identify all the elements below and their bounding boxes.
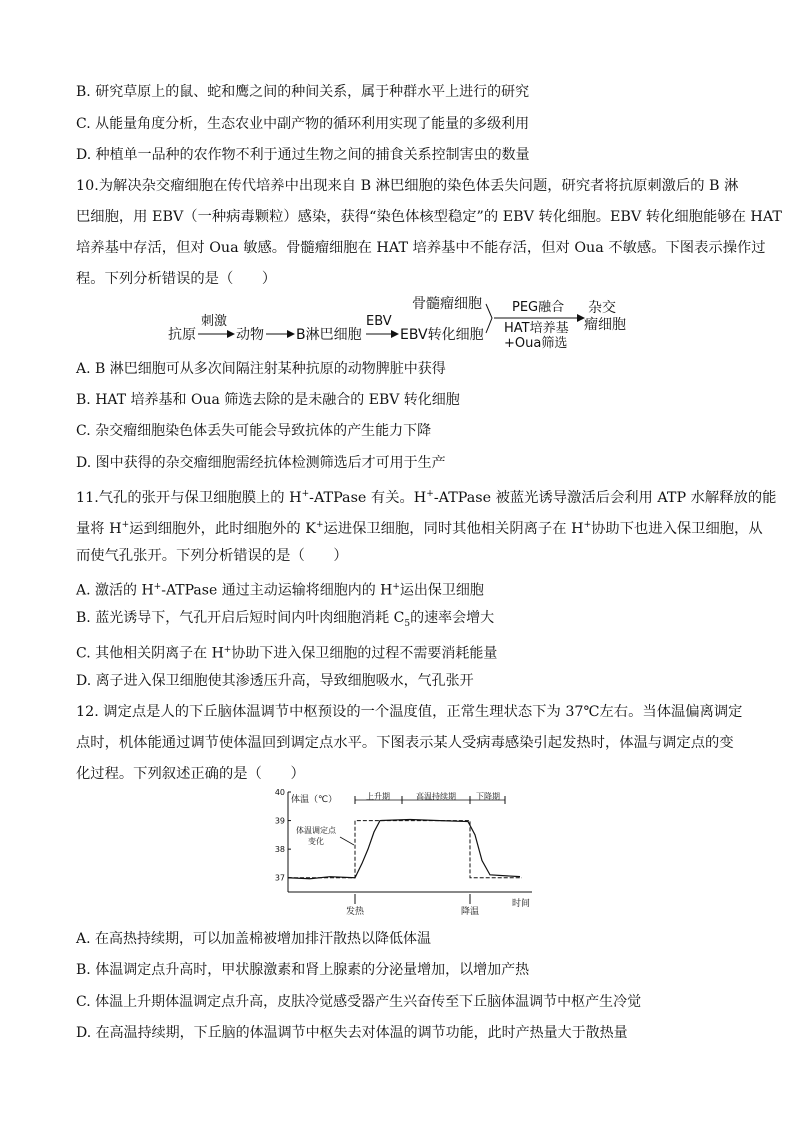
q11-option-a: A. 激活的 H+-ATPase 通过主动运输将细胞内的 H+运出保卫细胞 bbox=[76, 582, 484, 599]
flow-stimulate: 刺激 bbox=[201, 314, 228, 329]
flow-ebv: EBV bbox=[366, 314, 392, 329]
q12-stem-line3: 化过程。下列叙述正确的是（ ） bbox=[76, 766, 305, 782]
annotation-line-0: 体温调定点 bbox=[296, 826, 336, 835]
annotation-pointer bbox=[340, 837, 354, 845]
q10-option-d: D. 图中获得的杂交瘤细胞需经抗体检测筛选后才可用于生产 bbox=[76, 455, 446, 471]
flow-bcell: B淋巴细胞 bbox=[296, 327, 362, 343]
q12-option-b: B. 体温调定点升高时，甲状腺激素和肾上腺素的分泌量增加，以增加产热 bbox=[76, 962, 530, 978]
y-tick-label-40: 40 bbox=[274, 788, 285, 797]
flow-brace bbox=[486, 304, 492, 333]
y-axis-label: 体温（℃） bbox=[291, 795, 338, 805]
flow-peg: PEG融合 bbox=[512, 300, 565, 315]
q9-option-d: D. 种植单一品种的农作物不利于通过生物之间的捕食关系控制害虫的数量 bbox=[76, 147, 530, 163]
marker-fever-label: 发热 bbox=[345, 907, 365, 917]
q12-option-a: A. 在高热持续期，可以加盖棉被增加排汗散热以降低体温 bbox=[76, 931, 432, 947]
q11-option-b: B. 蓝光诱导下，气孔开启后短时间内叶肉细胞消耗 $C_5$的速率会增大 bbox=[76, 610, 495, 629]
q12-option-d: D. 在高温持续期，下丘脑的体温调节中枢失去对体温的调节功能，此时产热量大于散热量 bbox=[76, 1025, 628, 1041]
flow-ebv-cell: EBV转化细胞 bbox=[400, 327, 484, 343]
phase-label-fall: 下降期 bbox=[476, 792, 500, 801]
phase-label-high: 高温持续期 bbox=[416, 792, 456, 801]
q12-stem-line1: 12. 调定点是人的下丘脑体温调节中枢预设的一个温度值，正常生理状态下为 37℃左右。当体温偏离调定 bbox=[76, 704, 743, 720]
q11-option-d: D. 离子进入保卫细胞使其渗透压升高，导致细胞吸水，气孔张开 bbox=[76, 673, 474, 689]
q11-option-c: C. 其他相关阴离子在 H+协助下进入保卫细胞的过程不需要消耗能量 bbox=[76, 645, 498, 662]
marker-cool-label: 降温 bbox=[460, 907, 480, 917]
flow-antigen: 抗原 bbox=[168, 327, 196, 343]
flow-hybrid-1: 杂交 bbox=[588, 300, 616, 316]
q10-option-b: B. HAT 培养基和 Oua 筛选去除的是未融合的 EBV 转化细胞 bbox=[76, 392, 460, 408]
y-tick-label-37: 37 bbox=[274, 873, 285, 883]
phase-label-rise: 上升期 bbox=[366, 792, 390, 801]
flow-myeloma: 骨髓瘤细胞 bbox=[412, 296, 482, 312]
flow-hybrid-2: 瘤细胞 bbox=[584, 317, 626, 333]
q10-stem-line3: 培养基中存活，但对 Oua 敏感。骨髓瘤细胞在 HAT 培养基中不能存活，但对 Oua 不敏感。下图表示操作过 bbox=[76, 240, 766, 256]
q10-option-c: C. 杂交瘤细胞染色体丢失可能会导致抗体的产生能力下降 bbox=[76, 423, 432, 439]
q11-stem-line3: 而使气孔张开。下列分析错误的是（ ） bbox=[76, 548, 348, 564]
annotation-line-1: 变化 bbox=[308, 837, 324, 846]
q9-option-b: B. 研究草原上的鼠、蛇和鹰之间的种间关系，属于种群水平上进行的研究 bbox=[76, 84, 530, 100]
q9-option-c: C. 从能量角度分析，生态农业中副产物的循环利用实现了能量的多级利用 bbox=[76, 116, 530, 132]
q12-option-c: C. 体温上升期体温调定点升高，皮肤冷觉感受器产生兴奋传至下丘脑体温调节中枢产生冷觉 bbox=[76, 994, 642, 1010]
q10-option-a: A. B 淋巴细胞可从多次间隔注射某种抗原的动物脾脏中获得 bbox=[76, 361, 446, 377]
hybridoma-flow-diagram bbox=[168, 294, 638, 354]
q11-stem-line1: 11.气孔的张开与保卫细胞膜上的 H+-ATPase 有关。H+-ATPase 被蓝光诱导激活后会利用 ATP 水解释放的能 bbox=[76, 489, 777, 506]
x-axis-label: 时间 bbox=[511, 899, 530, 909]
q10-stem-line2: 巴细胞，用 EBV（一种病毒颗粒）感染，获得“染色体核型稳定”的 EBV 转化细胞。EBV 转化细胞能够在 HAT bbox=[76, 209, 782, 225]
flow-hat: HAT培养基 bbox=[504, 321, 569, 336]
flow-animal: 动物 bbox=[236, 327, 264, 343]
y-tick-label-38: 38 bbox=[274, 845, 285, 855]
q10-stem-line1: 10.为解决杂交瘤细胞在传代培养中出现来自 B 淋巴细胞的染色体丢失问题，研究者将抗原刺激后的 B 淋 bbox=[76, 178, 739, 194]
y-tick-label-39: 39 bbox=[274, 816, 285, 826]
body-temperature-chart bbox=[270, 787, 540, 917]
q11-stem-line2: 量将 H+运到细胞外，此时细胞外的 K+运进保卫细胞，同时其他相关阴离子在 H+协助下也进入保卫细胞，从 bbox=[76, 520, 763, 537]
q12-stem-line2: 点时，机体能通过调节使体温回到调定点水平。下图表示某人受病毒感染引起发热时，体温与调定点的变 bbox=[76, 735, 734, 751]
q10-stem-line4: 程。下列分析错误的是（ ） bbox=[76, 271, 277, 287]
flow-oua: +Oua筛选 bbox=[504, 336, 568, 351]
